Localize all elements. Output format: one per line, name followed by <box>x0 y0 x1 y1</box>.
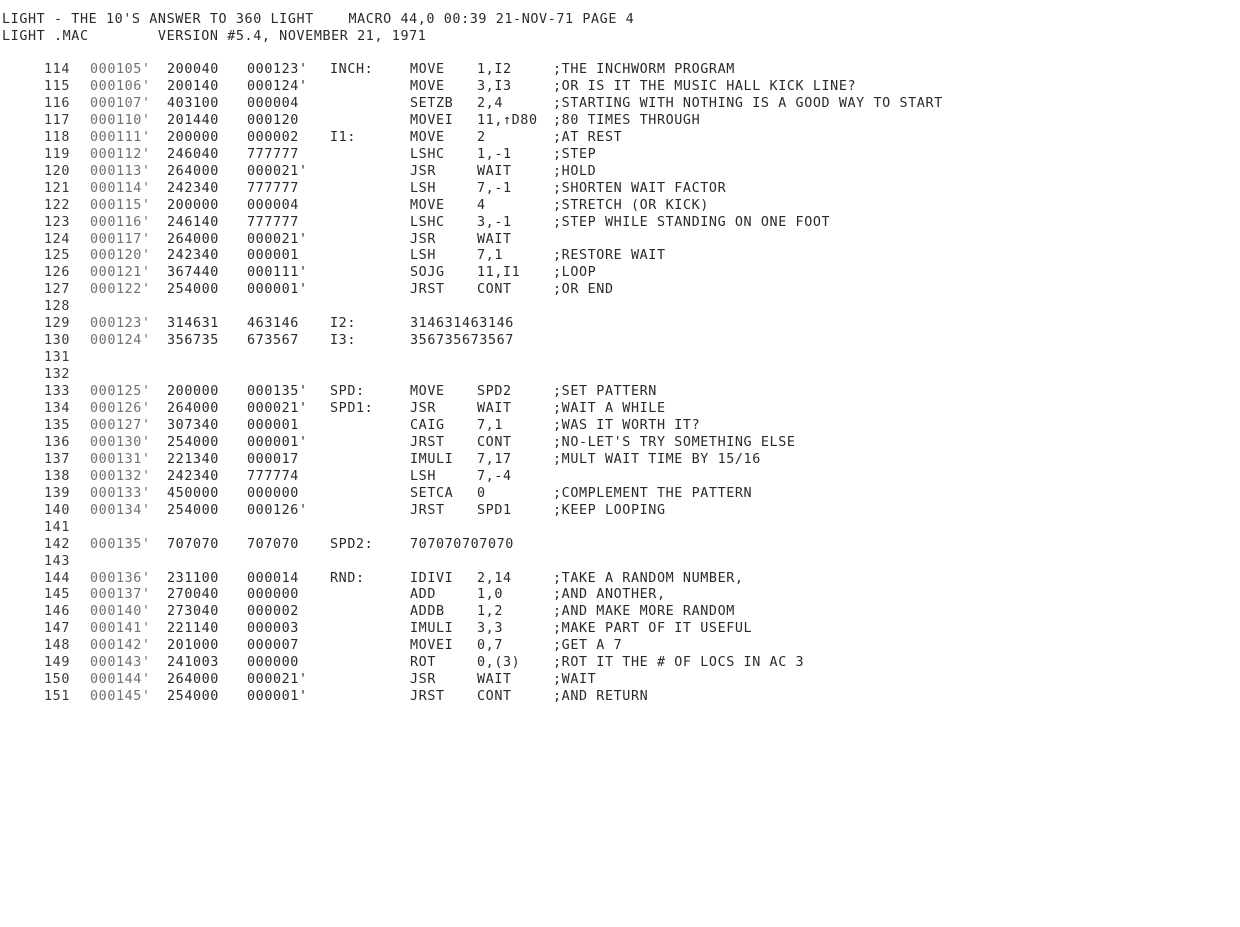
operand: 4 <box>477 197 486 213</box>
line-number: 146 <box>44 604 70 620</box>
operand: 3,I3 <box>477 78 512 94</box>
address: 000112' <box>90 146 151 162</box>
opcode: JSR <box>410 163 436 179</box>
comment: ;LOOP <box>553 265 597 281</box>
comment: ;WAIT <box>553 672 597 688</box>
comment: ;OR END <box>553 282 614 298</box>
word-left: 242340 <box>167 248 219 264</box>
address: 000140' <box>90 604 151 620</box>
listing-line <box>0 282 1240 299</box>
opcode: LSH <box>410 248 436 264</box>
address: 000141' <box>90 621 151 637</box>
address: 000142' <box>90 638 151 654</box>
address: 000123' <box>90 316 151 332</box>
label: I1: <box>330 129 356 145</box>
word-right: 000001' <box>247 282 308 298</box>
listing-line <box>0 689 1240 706</box>
comment: ;ROT IT THE # OF LOCS IN AC 3 <box>553 655 805 671</box>
word-right: 000003 <box>247 621 299 637</box>
line-number: 133 <box>44 384 70 400</box>
listing-line <box>0 215 1240 232</box>
word-left: 231100 <box>167 570 219 586</box>
line-number: 147 <box>44 621 70 637</box>
word-right: 000120 <box>247 112 299 128</box>
word-right: 777777 <box>247 214 299 230</box>
line-number: 135 <box>44 417 70 433</box>
word-left: 241003 <box>167 655 219 671</box>
comment: ;RESTORE WAIT <box>553 248 666 264</box>
line-number: 151 <box>44 689 70 705</box>
word-left: 450000 <box>167 485 219 501</box>
line-number: 127 <box>44 282 70 298</box>
word-left: 270040 <box>167 587 219 603</box>
word-right: 000124' <box>247 78 308 94</box>
address: 000136' <box>90 570 151 586</box>
opcode: SETCA <box>410 485 454 501</box>
line-number: 128 <box>44 299 70 315</box>
operand: WAIT <box>477 401 512 416</box>
label: SPD: <box>330 384 365 400</box>
address: 000116' <box>90 214 151 230</box>
word-right: 777777 <box>247 180 299 196</box>
line-number: 145 <box>44 587 70 603</box>
opcode: ROT <box>410 655 436 671</box>
address: 000115' <box>90 197 151 213</box>
listing-line <box>0 147 1240 164</box>
word-right: 000004 <box>247 95 299 111</box>
word-right: 000111' <box>247 265 308 281</box>
opcode: JRST <box>410 282 445 298</box>
address: 000137' <box>90 587 151 603</box>
listing-line <box>0 96 1240 113</box>
listing-line <box>0 367 1240 384</box>
line-number: 115 <box>44 78 70 94</box>
listing-line <box>0 418 1240 435</box>
operand: 3,3 <box>477 621 503 637</box>
word-right: 000021' <box>247 672 308 688</box>
word-left: 242340 <box>167 180 219 196</box>
address: 000106' <box>90 78 151 94</box>
listing-line <box>0 503 1240 520</box>
opcode: 314631463146 <box>410 316 514 332</box>
listing-line <box>0 435 1240 452</box>
page-header-version: LIGHT .MAC VERSION #5.4, NOVEMBER 21, 1971 <box>2 29 427 44</box>
word-left: 200040 <box>167 62 219 77</box>
word-right: 000001' <box>247 434 308 450</box>
word-left: 246140 <box>167 214 219 230</box>
word-left: 242340 <box>167 468 219 484</box>
word-right: 000004 <box>247 197 299 213</box>
comment: ;OR IS IT THE MUSIC HALL KICK LINE? <box>553 78 857 94</box>
operand: 0,(3) <box>477 655 521 671</box>
opcode: MOVE <box>410 62 445 77</box>
opcode: JSR <box>410 231 436 247</box>
line-number: 121 <box>44 180 70 196</box>
address: 000122' <box>90 282 151 298</box>
operand: WAIT <box>477 163 512 179</box>
line-number: 141 <box>44 519 70 535</box>
opcode: LSH <box>410 468 436 484</box>
address: 000135' <box>90 536 151 552</box>
opcode: JSR <box>410 401 436 416</box>
operand: 7,17 <box>477 451 512 467</box>
word-left: 403100 <box>167 95 219 111</box>
address: 000124' <box>90 333 151 349</box>
address: 000114' <box>90 180 151 196</box>
comment: ;SET PATTERN <box>553 384 657 400</box>
label: RND: <box>330 570 365 586</box>
comment: ;STRETCH (OR KICK) <box>553 197 709 213</box>
line-number: 142 <box>44 536 70 552</box>
line-number: 132 <box>44 367 70 383</box>
word-left: 264000 <box>167 231 219 247</box>
operand: SPD1 <box>477 502 512 518</box>
comment: ;SHORTEN WAIT FACTOR <box>553 180 727 196</box>
listing-line <box>0 587 1240 604</box>
word-right: 000135' <box>247 384 308 400</box>
line-number: 114 <box>44 62 70 77</box>
comment: ;WAIT A WHILE <box>553 401 666 416</box>
listing-line <box>0 638 1240 655</box>
opcode: MOVEI <box>410 638 454 654</box>
opcode: IMULI <box>410 451 454 467</box>
listing-line <box>0 537 1240 554</box>
word-right: 000000 <box>247 485 299 501</box>
opcode: LSH <box>410 180 436 196</box>
word-left: 273040 <box>167 604 219 620</box>
line-number: 131 <box>44 350 70 366</box>
operand: 1,2 <box>477 604 503 620</box>
listing-line <box>0 350 1240 367</box>
opcode: JSR <box>410 672 436 688</box>
line-number: 134 <box>44 401 70 416</box>
listing-line <box>0 181 1240 198</box>
listing-line <box>0 604 1240 621</box>
line-number: 122 <box>44 197 70 213</box>
comment: ;KEEP LOOPING <box>553 502 666 518</box>
label: INCH: <box>330 62 374 77</box>
word-left: 264000 <box>167 163 219 179</box>
word-left: 254000 <box>167 434 219 450</box>
address: 000105' <box>90 62 151 77</box>
opcode: 356735673567 <box>410 333 514 349</box>
listing-line <box>0 486 1240 503</box>
word-left: 200140 <box>167 78 219 94</box>
operand: CONT <box>477 282 512 298</box>
label: SPD1: <box>330 401 374 416</box>
word-right: 000123' <box>247 62 308 77</box>
word-right: 777774 <box>247 468 299 484</box>
opcode: LSHC <box>410 146 445 162</box>
comment: ;AND MAKE MORE RANDOM <box>553 604 735 620</box>
line-number: 119 <box>44 146 70 162</box>
listing-line <box>0 316 1240 333</box>
operand: WAIT <box>477 672 512 688</box>
word-left: 314631 <box>167 316 219 332</box>
word-right: 000021' <box>247 401 308 416</box>
word-left: 254000 <box>167 689 219 705</box>
opcode: SETZB <box>410 95 454 111</box>
operand: 2,4 <box>477 95 503 111</box>
operand: 2,14 <box>477 570 512 586</box>
listing-line <box>0 672 1240 689</box>
word-right: 463146 <box>247 316 299 332</box>
comment: ;AND RETURN <box>553 689 649 705</box>
word-left: 221140 <box>167 621 219 637</box>
operand: 7,1 <box>477 417 503 433</box>
operand: SPD2 <box>477 384 512 400</box>
address: 000110' <box>90 112 151 128</box>
address: 000143' <box>90 655 151 671</box>
operand: 7,1 <box>477 248 503 264</box>
comment: ;AND ANOTHER, <box>553 587 666 603</box>
word-left: 367440 <box>167 265 219 281</box>
word-left: 221340 <box>167 451 219 467</box>
operand: 3,-1 <box>477 214 512 230</box>
word-left: 200000 <box>167 384 219 400</box>
comment: ;STEP WHILE STANDING ON ONE FOOT <box>553 214 831 230</box>
address: 000132' <box>90 468 151 484</box>
opcode: LSHC <box>410 214 445 230</box>
operand: 1,0 <box>477 587 503 603</box>
word-left: 307340 <box>167 417 219 433</box>
word-right: 000001 <box>247 417 299 433</box>
listing-line <box>0 520 1240 537</box>
line-number: 118 <box>44 129 70 145</box>
word-right: 000001 <box>247 248 299 264</box>
address: 000111' <box>90 129 151 145</box>
comment: ;HOLD <box>553 163 597 179</box>
listing-line <box>0 571 1240 588</box>
listing-line <box>0 384 1240 401</box>
word-right: 000001' <box>247 689 308 705</box>
word-right: 000021' <box>247 163 308 179</box>
opcode: JRST <box>410 434 445 450</box>
listing-line <box>0 452 1240 469</box>
line-number: 139 <box>44 485 70 501</box>
label: SPD2: <box>330 536 374 552</box>
line-number: 125 <box>44 248 70 264</box>
opcode: IDIVI <box>410 570 454 586</box>
word-right: 673567 <box>247 333 299 349</box>
comment: ;AT REST <box>553 129 623 145</box>
operand: 0,7 <box>477 638 503 654</box>
listing-line <box>0 265 1240 282</box>
address: 000121' <box>90 265 151 281</box>
word-right: 000007 <box>247 638 299 654</box>
opcode: MOVE <box>410 129 445 145</box>
word-left: 201000 <box>167 638 219 654</box>
listing-line <box>0 198 1240 215</box>
opcode: IMULI <box>410 621 454 637</box>
address: 000144' <box>90 672 151 688</box>
comment: ;TAKE A RANDOM NUMBER, <box>553 570 744 586</box>
opcode: MOVE <box>410 384 445 400</box>
word-left: 254000 <box>167 502 219 518</box>
opcode: MOVE <box>410 197 445 213</box>
word-right: 707070 <box>247 536 299 552</box>
address: 000120' <box>90 248 151 264</box>
operand: 7,-1 <box>477 180 512 196</box>
word-left: 201440 <box>167 112 219 128</box>
listing-line <box>0 469 1240 486</box>
word-right: 000126' <box>247 502 308 518</box>
operand: CONT <box>477 434 512 450</box>
line-number: 124 <box>44 231 70 247</box>
address: 000130' <box>90 434 151 450</box>
word-left: 707070 <box>167 536 219 552</box>
comment: ;COMPLEMENT THE PATTERN <box>553 485 753 501</box>
word-right: 000000 <box>247 655 299 671</box>
address: 000125' <box>90 384 151 400</box>
line-number: 126 <box>44 265 70 281</box>
listing-line <box>0 164 1240 181</box>
listing-line <box>0 113 1240 130</box>
line-number: 144 <box>44 570 70 586</box>
listing-line <box>0 655 1240 672</box>
word-right: 000021' <box>247 231 308 247</box>
word-right: 000017 <box>247 451 299 467</box>
address: 000133' <box>90 485 151 501</box>
operand: CONT <box>477 689 512 705</box>
line-number: 148 <box>44 638 70 654</box>
address: 000113' <box>90 163 151 179</box>
word-left: 200000 <box>167 129 219 145</box>
word-right: 000000 <box>247 587 299 603</box>
listing-line <box>0 299 1240 316</box>
word-right: 000014 <box>247 570 299 586</box>
comment: ;80 TIMES THROUGH <box>553 112 701 128</box>
address: 000126' <box>90 401 151 416</box>
word-left: 264000 <box>167 401 219 416</box>
opcode: ADD <box>410 587 436 603</box>
opcode: CAIG <box>410 417 445 433</box>
line-number: 129 <box>44 316 70 332</box>
opcode: ADDB <box>410 604 445 620</box>
opcode: 707070707070 <box>410 536 514 552</box>
comment: ;STEP <box>553 146 597 162</box>
comment: ;MAKE PART OF IT USEFUL <box>553 621 753 637</box>
address: 000145' <box>90 689 151 705</box>
listing-line <box>0 62 1240 79</box>
comment: ;STARTING WITH NOTHING IS A GOOD WAY TO START <box>553 95 943 111</box>
line-number: 117 <box>44 112 70 128</box>
word-left: 254000 <box>167 282 219 298</box>
line-number: 143 <box>44 553 70 569</box>
address: 000117' <box>90 231 151 247</box>
opcode: MOVE <box>410 78 445 94</box>
line-number: 116 <box>44 95 70 111</box>
address: 000107' <box>90 95 151 111</box>
line-number: 123 <box>44 214 70 230</box>
operand: 1,-1 <box>477 146 512 162</box>
label: I2: <box>330 316 356 332</box>
line-number: 136 <box>44 434 70 450</box>
operand: 1,I2 <box>477 62 512 77</box>
word-left: 246040 <box>167 146 219 162</box>
word-right: 000002 <box>247 129 299 145</box>
label: I3: <box>330 333 356 349</box>
operand: WAIT <box>477 231 512 247</box>
line-number: 149 <box>44 655 70 671</box>
operand: 0 <box>477 485 486 501</box>
opcode: JRST <box>410 689 445 705</box>
comment: ;GET A 7 <box>553 638 623 654</box>
comment: ;NO-LET'S TRY SOMETHING ELSE <box>553 434 796 450</box>
line-number: 150 <box>44 672 70 688</box>
line-number: 120 <box>44 163 70 179</box>
opcode: JRST <box>410 502 445 518</box>
opcode: MOVEI <box>410 112 454 128</box>
word-right: 777777 <box>247 146 299 162</box>
listing-line <box>0 79 1240 96</box>
page-header-title: LIGHT - THE 10'S ANSWER TO 360 LIGHT MACRO 44,0 00:39 21-NOV-71 PAGE 4 <box>2 12 635 27</box>
operand: 2 <box>477 129 486 145</box>
line-number: 140 <box>44 502 70 518</box>
word-left: 200000 <box>167 197 219 213</box>
listing-line <box>0 554 1240 571</box>
line-number: 138 <box>44 468 70 484</box>
comment: ;MULT WAIT TIME BY 15/16 <box>553 451 761 467</box>
listing-line <box>0 130 1240 147</box>
word-right: 000002 <box>247 604 299 620</box>
listing-line <box>0 333 1240 350</box>
listing-line <box>0 248 1240 265</box>
address: 000131' <box>90 451 151 467</box>
operand: 7,-4 <box>477 468 512 484</box>
line-number: 137 <box>44 451 70 467</box>
address: 000127' <box>90 417 151 433</box>
address: 000134' <box>90 502 151 518</box>
operand: 11,I1 <box>477 265 521 281</box>
listing-line <box>0 232 1240 249</box>
listing-line <box>0 401 1240 418</box>
word-left: 264000 <box>167 672 219 688</box>
opcode: SOJG <box>410 265 445 281</box>
word-left: 356735 <box>167 333 219 349</box>
listing-line <box>0 621 1240 638</box>
comment: ;WAS IT WORTH IT? <box>553 417 701 433</box>
line-number: 130 <box>44 333 70 349</box>
comment: ;THE INCHWORM PROGRAM <box>553 62 735 77</box>
operand: 11,↑D80 <box>477 112 538 128</box>
